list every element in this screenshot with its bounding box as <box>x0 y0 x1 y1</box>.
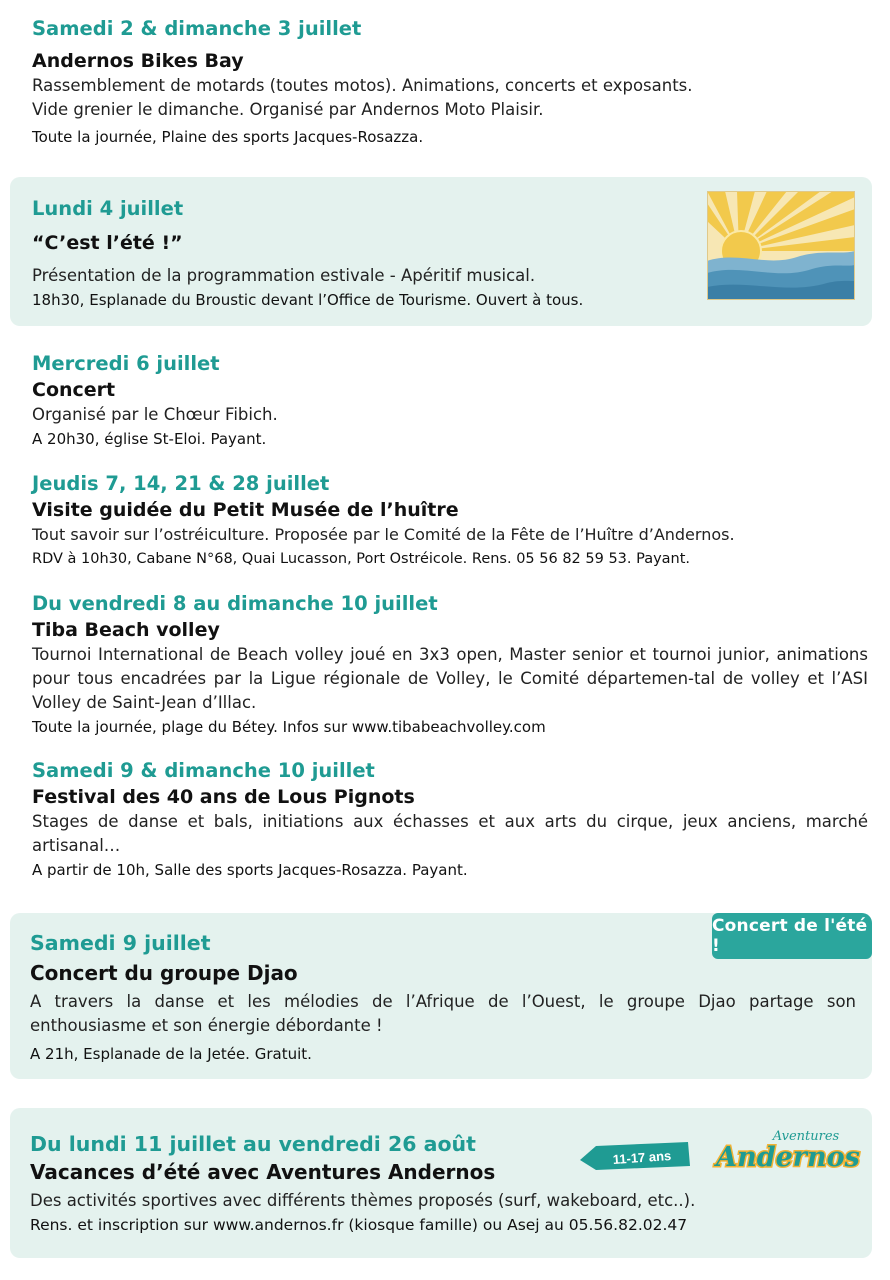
event-7 <box>30 930 856 1066</box>
event-description-line: Organisé par le Chœur Fibich. <box>32 405 278 424</box>
event-date: Mercredi 6 juillet <box>32 352 220 375</box>
age-range-badge <box>580 1140 690 1174</box>
event-description: Stages de danse et bals, initiations aux échasses et aux arts du cirque, jeux anciens, marché artisanal… <box>32 812 868 855</box>
sun-over-waves-illustration <box>707 191 855 300</box>
event-info: Rens. et inscription sur www.andernos.fr (kiosque famille) ou Asej au 05.56.82.02.47 <box>30 1216 688 1234</box>
event-date: Samedi 9 juillet <box>30 931 211 955</box>
event-date: Du lundi 11 juillet au vendredi 26 août <box>30 1132 476 1156</box>
event-title: Concert du groupe Djao <box>30 961 298 985</box>
logo-line-2: Andernos <box>716 1142 860 1173</box>
event-date: Samedi 9 & dimanche 10 juillet <box>32 759 375 782</box>
event-date: Jeudis 7, 14, 21 & 28 juillet <box>32 472 330 495</box>
event-title: Andernos Bikes Bay <box>32 50 244 72</box>
event-description-line: Présentation de la programmation estivale - Apéritif musical. <box>32 266 536 285</box>
event-title: “C’est l’été !” <box>32 232 183 254</box>
event-description-line: Tout savoir sur l’ostréiculture. Proposée par le Comité de la Fête de l’Huître d’Andernos. <box>32 525 735 544</box>
event-description: A travers la danse et les mélodies de l’Afrique de l’Ouest, le groupe Djao partage son enthousiasme et son énergie débordante ! <box>30 992 856 1035</box>
age-range-label: 11-17 ans <box>612 1147 672 1168</box>
event-info: RDV à 10h30, Cabane N°68, Quai Lucasson, Port Ostréicole. Rens. 05 56 82 59 53. Payant. <box>32 551 691 567</box>
event-info: 18h30, Esplanade du Broustic devant l’Office de Tourisme. Ouvert à tous. <box>32 291 584 309</box>
event-title: Festival des 40 ans de Lous Pignots <box>32 786 415 808</box>
logo-line-1: Aventures <box>772 1129 840 1144</box>
concert-de-lete-badge: Concert de l'été ! <box>712 913 872 959</box>
event-description-line: Rassemblement de motards (toutes motos). Animations, concerts et exposants. <box>32 76 693 95</box>
event-1 <box>32 16 868 149</box>
event-info: A 21h, Esplanade de la Jetée. Gratuit. <box>30 1045 312 1063</box>
event-title: Visite guidée du Petit Musée de l’huître <box>32 499 459 521</box>
event-description: Tournoi International de Beach volley joué en 3x3 open, Master senior et tournoi junior, animations pour tous encadrées par la Ligue régionale de Volley, le Comité départemen-tal de volley et l’ASI Volley de Saint-Jean d’Illac. <box>32 645 868 712</box>
event-info: Toute la journée, plage du Bétey. Infos sur www.tibabeachvolley.com <box>32 718 546 736</box>
event-title: Concert <box>32 379 116 401</box>
event-date: Samedi 2 & dimanche 3 juillet <box>32 17 362 40</box>
event-title: Vacances d’été avec Aventures Andernos <box>30 1160 496 1184</box>
event-date: Du vendredi 8 au dimanche 10 juillet <box>32 592 438 615</box>
event-2 <box>32 196 690 312</box>
event-3 <box>32 351 868 451</box>
event-info: Toute la journée, Plaine des sports Jacques-Rosazza. <box>32 128 424 146</box>
event-title: Tiba Beach volley <box>32 619 220 641</box>
aventures-andernos-logo <box>716 1122 860 1174</box>
event-description-line: Vide grenier le dimanche. Organisé par Andernos Moto Plaisir. <box>32 100 544 119</box>
event-info: A 20h30, église St-Eloi. Payant. <box>32 430 267 448</box>
event-info: A partir de 10h, Salle des sports Jacques-Rosazza. Payant. <box>32 861 468 879</box>
event-6 <box>32 758 868 882</box>
event-date: Lundi 4 juillet <box>32 197 184 220</box>
event-5 <box>32 591 868 739</box>
event-4 <box>32 471 868 571</box>
event-description-line: Des activités sportives avec différents thèmes proposés (surf, wakeboard, etc..). <box>30 1191 696 1210</box>
